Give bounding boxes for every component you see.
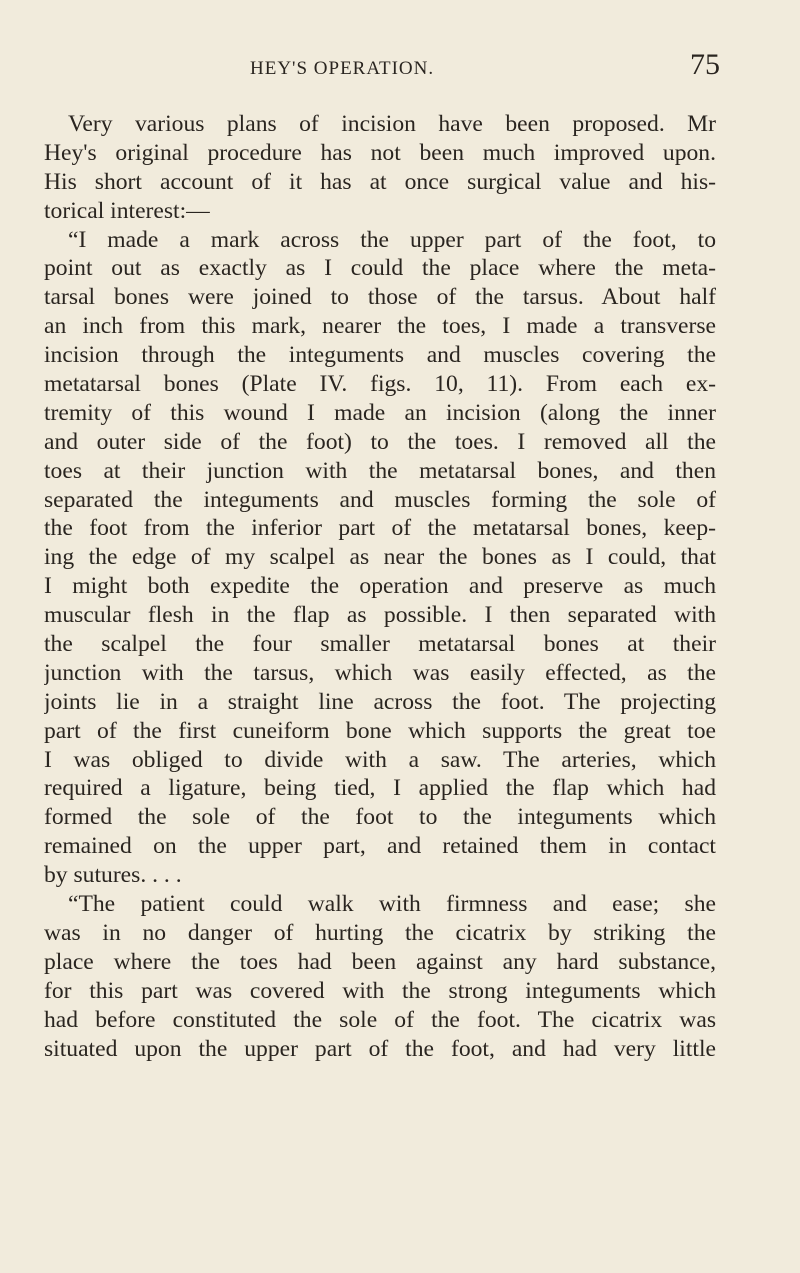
- text-line: incision through the integuments and muscles covering the: [44, 342, 716, 369]
- text-line: had before constituted the sole of the foot. The cicatrix was: [44, 1006, 716, 1033]
- text-line: “I made a mark across the upper part of the foot, to: [68, 226, 716, 253]
- text-line: metatarsal bones (Plate IV. figs. 10, 11). From each ex-: [44, 371, 716, 398]
- text-line: formed the sole of the foot to the integuments which: [44, 804, 716, 831]
- text-line: toes at their junction with the metatarsal bones, and then: [44, 457, 716, 484]
- text-line: I was obliged to divide with a saw. The arteries, which: [44, 746, 716, 773]
- text-line: tarsal bones were joined to those of the tarsus. About half: [44, 284, 716, 311]
- text-line: remained on the upper part, and retained them in contact: [44, 833, 716, 860]
- text-line: Hey's original procedure has not been much improved upon.: [44, 139, 716, 166]
- text-line: torical interest:—: [44, 197, 210, 224]
- running-head: HEY'S OPERATION.: [250, 58, 435, 79]
- text-line: an inch from this mark, nearer the toes, I made a transverse: [44, 313, 716, 340]
- page-header: [250, 48, 720, 88]
- text-line: place where the toes had been against any hard substance,: [44, 948, 716, 975]
- text-line: point out as exactly as I could the place where the meta-: [44, 255, 716, 282]
- text-line: I might both expedite the operation and preserve as much: [44, 573, 716, 600]
- page-number: 75: [690, 48, 720, 81]
- text-line: the foot from the inferior part of the metatarsal bones, keep-: [44, 515, 716, 542]
- text-line: by sutures. . . .: [44, 862, 182, 889]
- text-line: “The patient could walk with firmness and ease; she: [68, 891, 716, 918]
- text-line: and outer side of the foot) to the toes. I removed all the: [44, 428, 716, 455]
- text-line: the scalpel the four smaller metatarsal bones at their: [44, 631, 716, 658]
- text-line: required a ligature, being tied, I applied the flap which had: [44, 775, 716, 802]
- text-line: Very various plans of incision have been proposed. Mr: [68, 111, 716, 137]
- text-line: situated upon the upper part of the foot, and had very little: [44, 1035, 716, 1062]
- text-line: part of the first cuneiform bone which supports the great toe: [44, 717, 716, 744]
- text-line: separated the integuments and muscles forming the sole of: [44, 486, 716, 513]
- text-line: ing the edge of my scalpel as near the bones as I could, that: [44, 544, 716, 571]
- body-text: [44, 110, 716, 1063]
- text-line: His short account of it has at once surgical value and his-: [44, 168, 716, 195]
- text-line: muscular flesh in the flap as possible. I then separated with: [44, 602, 716, 629]
- text-line: junction with the tarsus, which was easily effected, as the: [44, 659, 716, 686]
- text-line: tremity of this wound I made an incision (along the inner: [44, 399, 716, 426]
- text-line: joints lie in a straight line across the foot. The projecting: [44, 688, 716, 715]
- text-line: was in no danger of hurting the cicatrix by striking the: [44, 919, 716, 946]
- text-line: for this part was covered with the strong integuments which: [44, 977, 716, 1004]
